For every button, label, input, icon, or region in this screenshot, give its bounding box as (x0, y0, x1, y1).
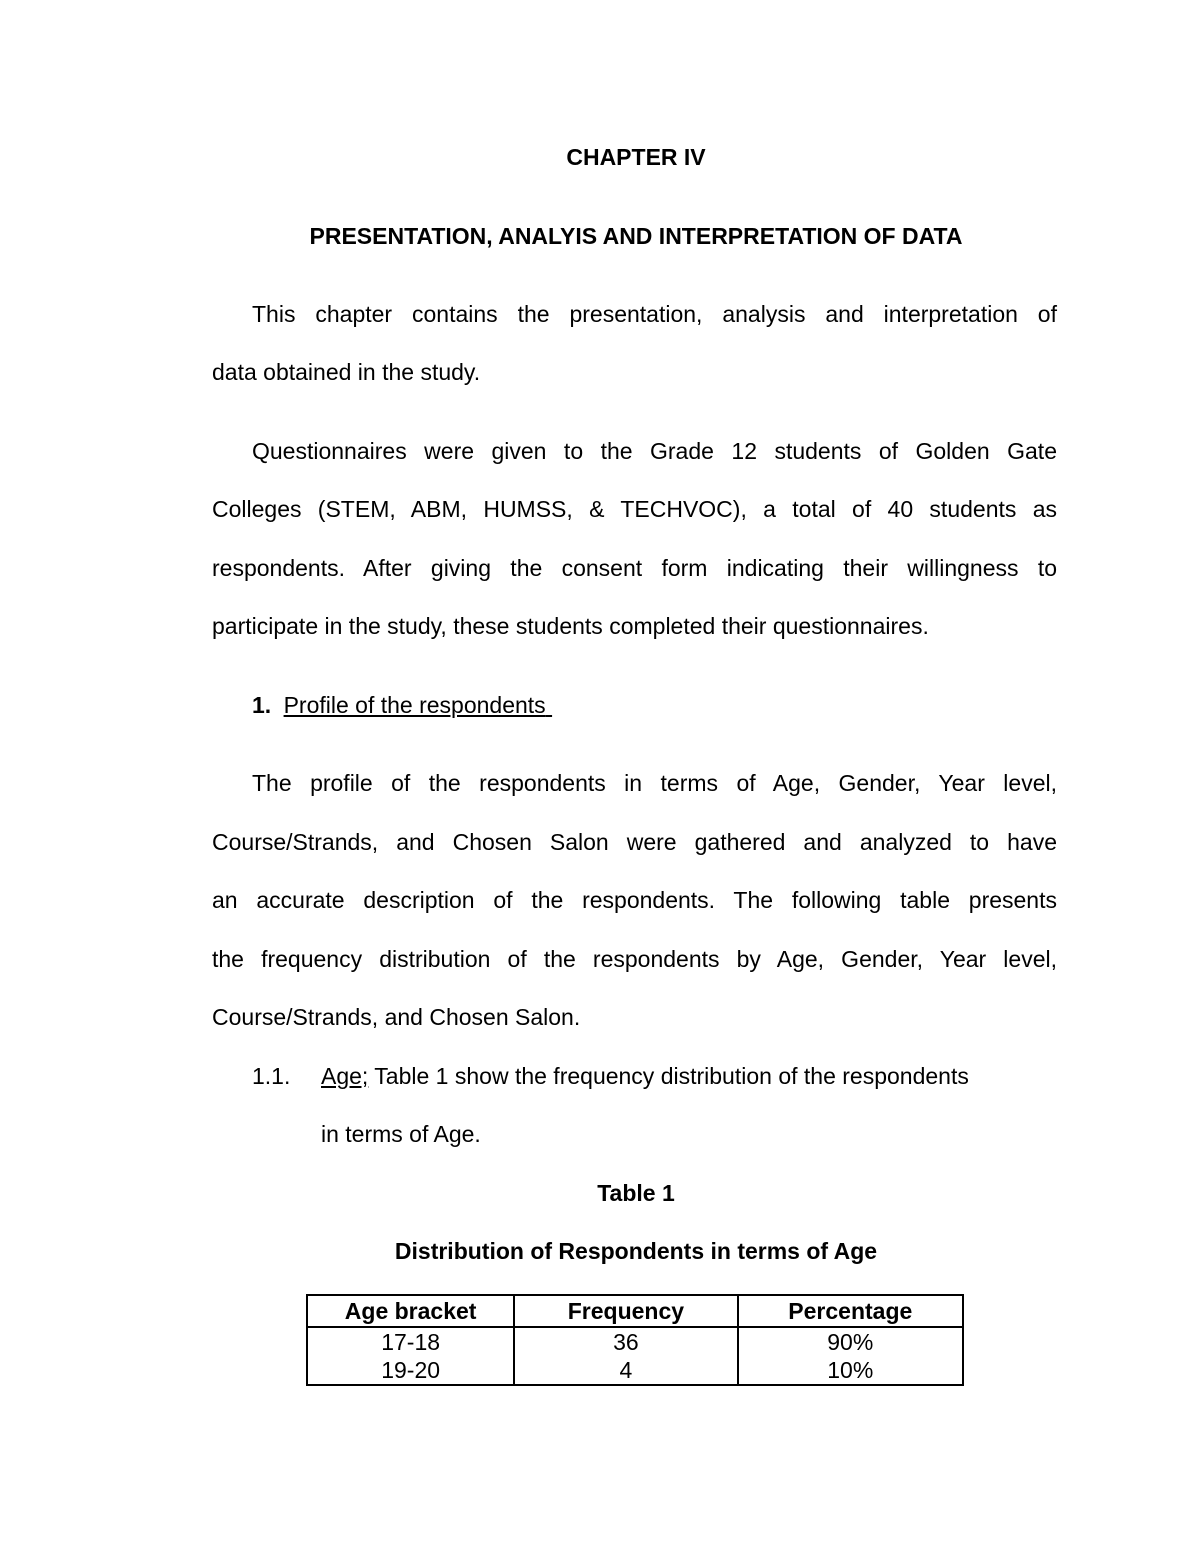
chapter-title: PRESENTATION, ANALYIS AND INTERPRETATION OF DATA (309, 223, 963, 249)
table-row (307, 1327, 963, 1356)
age-distribution-table (306, 1294, 964, 1386)
cell-frequency: 36 (514, 1327, 737, 1356)
profile-line-2: Course/Strands, and Chosen Salon were gathered and analyzed to have (212, 829, 1057, 855)
subsection-label: Age; (321, 1063, 369, 1089)
table-title: Distribution of Respondents in terms of Age (394, 1238, 878, 1264)
table-row (307, 1356, 963, 1385)
intro-line-2: data obtained in the study. (212, 359, 481, 385)
header-percentage: Percentage (738, 1295, 963, 1327)
cell-age-bracket: 17-18 (307, 1327, 514, 1356)
header-age-bracket: Age bracket (307, 1295, 514, 1327)
subsection-text: Table 1 show the frequency distribution of the respondents (368, 1063, 969, 1089)
chapter-heading: CHAPTER IV (566, 144, 706, 170)
profile-line-3: an accurate description of the respondents. The following table presents (212, 887, 1057, 913)
intro-line-1: This chapter contains the presentation, analysis and interpretation of (252, 301, 1057, 327)
cell-age-bracket: 19-20 (307, 1356, 514, 1385)
table-header-row (307, 1295, 963, 1327)
profile-line-4: the frequency distribution of the respondents by Age, Gender, Year level, (212, 946, 1057, 972)
questionnaires-line-4: participate in the study, these students completed their questionnaires. (212, 613, 929, 639)
questionnaires-line-2: Colleges (STEM, ABM, HUMSS, & TECHVOC), a total of 40 students as (212, 496, 1057, 522)
profile-line-5: Course/Strands, and Chosen Salon. (212, 1004, 581, 1030)
subsection-line-1 (321, 1062, 1057, 1090)
cell-percentage: 10% (738, 1356, 963, 1385)
questionnaires-line-3: respondents. After giving the consent form indicating their willingness to (212, 555, 1057, 581)
section-1-heading (252, 691, 1097, 719)
section-1-title: Profile of the respondents (283, 692, 546, 718)
cell-percentage: 90% (738, 1327, 963, 1356)
questionnaires-line-1: Questionnaires were given to the Grade 12 students of Golden Gate (252, 438, 1057, 464)
section-1-number: 1. (252, 692, 272, 718)
subsection-number: 1.1. (252, 1063, 291, 1089)
header-frequency: Frequency (514, 1295, 737, 1327)
subsection-line-2: in terms of Age. (321, 1121, 481, 1147)
cell-frequency: 4 (514, 1356, 737, 1385)
table-label: Table 1 (597, 1180, 675, 1206)
profile-line-1: The profile of the respondents in terms of Age, Gender, Year level, (252, 770, 1057, 796)
